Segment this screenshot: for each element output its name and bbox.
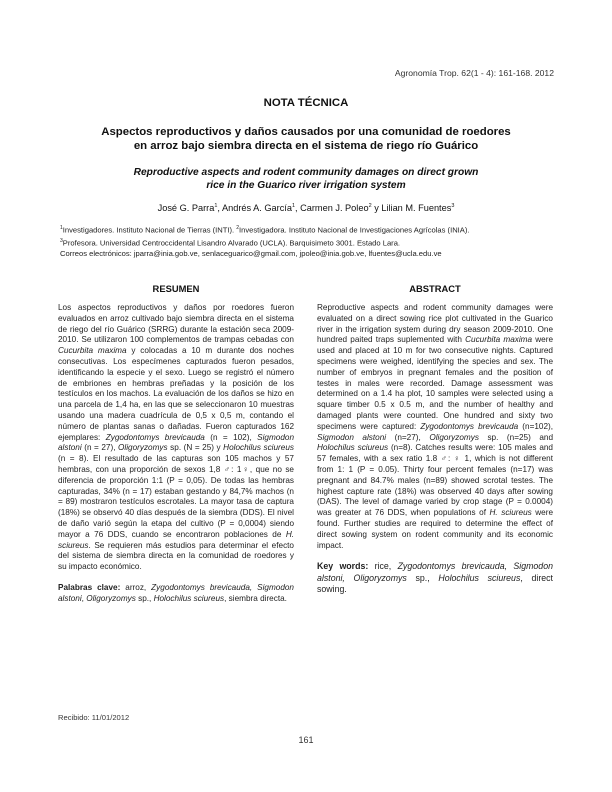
author-affiliation-mark: 2 — [368, 203, 372, 209]
title-spanish-line-1: Aspectos reproductivos y daños causados por una comunidad de roedores — [101, 126, 511, 138]
title-english — [60, 166, 552, 192]
received-date: Recibido: 11/01/2012 — [58, 713, 130, 722]
title-spanish-line-2: en arroz bajo siembra directa en el sistema de riego río Guárico — [133, 140, 479, 152]
author-name: Andrés A. García — [221, 203, 292, 214]
affiliation-line-2: $^3$Profesora. Universidad Centroccidental Lisandro Alvarado (UCLA). Barquisimeto 3001. Estado Lara. — [60, 238, 401, 248]
title-english-line-1: Reproductive aspects and rodent community damages on direct grown — [133, 167, 479, 178]
section-type: NOTA TÉCNICA — [263, 97, 349, 109]
resumen-column — [58, 303, 294, 605]
author-affiliation-mark: 3 — [451, 203, 455, 209]
author-name: Lilian M. Fuentes — [381, 203, 452, 214]
author-affiliation-mark: 1 — [214, 203, 218, 209]
journal-reference: Agronomía Trop. 62(1 - 4): 161-168. 2012 — [394, 68, 554, 78]
resumen-text: Los aspectos reproductivos y daños por roedores fueron evaluados en arroz cultivado bajo siembra directa en el sistema de riego del río Guárico (SRRG) durante la estación seca 2009-2010. Se utilizaron 100 complementos de trampas cebadas con Cucurbita maxima y colocadas a 10 m durante dos noches consecutivas. Los especímenes capturados fueron pesados, identificando la especie y el sexo. Luego se registró el número de embriones en hembras preñadas y la posición de los testículos en los machos. La evaluación de los daños se hizo en una parcela de 1,4 ha, en las que se seleccionaron 10 muestras usando una madera cuadrícula de 0,5 x 0,5 m, contando el número de plantas sanas o dañadas. Fueron capturados 162 ejemplares: Zygodontomys brevicauda (n = 102), Sigmodon alstoni (n = 27), Oligoryzomys sp. (N = 25) y Holochilus sciureus (n = 8). El resultado de las capturas son 105 machos y 57 hembras, con una proporción de sexos 1,8 ♂: 1♀, que no se diferencia de proporción 1:1 (P = 0,05). De todas las hembras capturadas, 34% (n = 17) estaban gestando y 84,7% machos (n = 89) mostraron testículos escrotales. La mayor tasa de captura (18%) se observó 40 días después de la siembra (DDS). El nivel de daño varió según la etapa del cultivo (P = 0,0004) siendo mayor a 76 DDS, cuando se encontraron poblaciones de H. sciureus. Se requieren más estudios para determinar el efecto del sistema de siembra directa en la comunidad de roedores y su impacto económico. — [58, 303, 295, 572]
title-english-line-2: rice in the Guarico river irrigation system — [206, 180, 406, 191]
title-spanish — [60, 125, 552, 153]
abstract-text: Reproductive aspects and rodent community damages were evaluated on a direct sowing rice plot cultivated in the Guarico river in the irrigation system during dry season 2009-2010. One hundred paited traps suplemented with Cucurbita maxima were used and placed at 10 m for two consecutive nights. Captured specimens were weighed, identifying the species and sex. The number of embryos in pregnant females and the position of testes in males were recorded. Damage assessment was determined on a 1.4 ha plot, 10 samples were selected using a square timber 0.5 x 0.5 m, and the number of healthy and damaged plants were counted. One hundred and sixty two specimens were captured: Zygodontomys brevicauda (n=102), Sigmodon alstoni (n=27), Oligoryzomys sp. (n=25) and Holochilus sciureus (n=8). Catches results were: 105 males and 57 females, with a sex ratio 1.8 ♂: ♀ 1, which is not different from 1: 1 (P = 0.05). Thirty four percent females (n=17) was pregnant and 84.7% males (n=89) showed scrotal testes. The highest capture rate (18%) was observed 40 days after sowing (DAS). The level of damage varied by crop stage (P = 0.0004) was greater at 76 DDS, when populations of H. sciureus were found. Further studies are required to determine the effect of direct sowing system on rodent community and its economic impact. — [317, 303, 554, 550]
page-number: 161 — [298, 735, 314, 745]
keywords-english: Key words: rice, Zygodontomys brevicauda, Sigmodon alstoni, Oligoryzomys sp., Holochilus sciureus, direct sowing. — [317, 561, 553, 594]
affiliations — [60, 223, 560, 260]
author-conjunction: y — [374, 203, 379, 214]
resumen-heading: RESUMEN — [152, 283, 200, 294]
abstract-heading: ABSTRACT — [409, 283, 461, 294]
email-line: Correos electrónicos: jparra@inia.gob.ve, senlaceguarico@gmail.com, jpoleo@inia.gob.ve, lfuentes@ucla.edu.ve — [60, 249, 442, 259]
author-affiliation-mark: 1 — [291, 203, 296, 209]
affiliation-line-1: $^1$Investigadores. Instituto Nacional de Tierras (INTI). $^2$Investigadora. Instituto Nacional de Investigaciones Agrícolas (INIA). — [60, 225, 470, 235]
keywords-spanish: Palabras clave: arroz, Zygodontomys brevicauda, Sigmodon alstoni, Oligoryzomys sp., Holochilus sciureus, siembra directa. — [58, 582, 294, 603]
abstract-column — [317, 303, 553, 595]
author-name: José G. Parra — [157, 203, 215, 214]
author-name: Carmen J. Poleo — [300, 203, 369, 214]
author-list: José G. Parra$^1$, Andrés A. García$^1$, Carmen J. Poleo$^2$ y Lilian M. Fuentes$^3$ — [157, 203, 455, 214]
